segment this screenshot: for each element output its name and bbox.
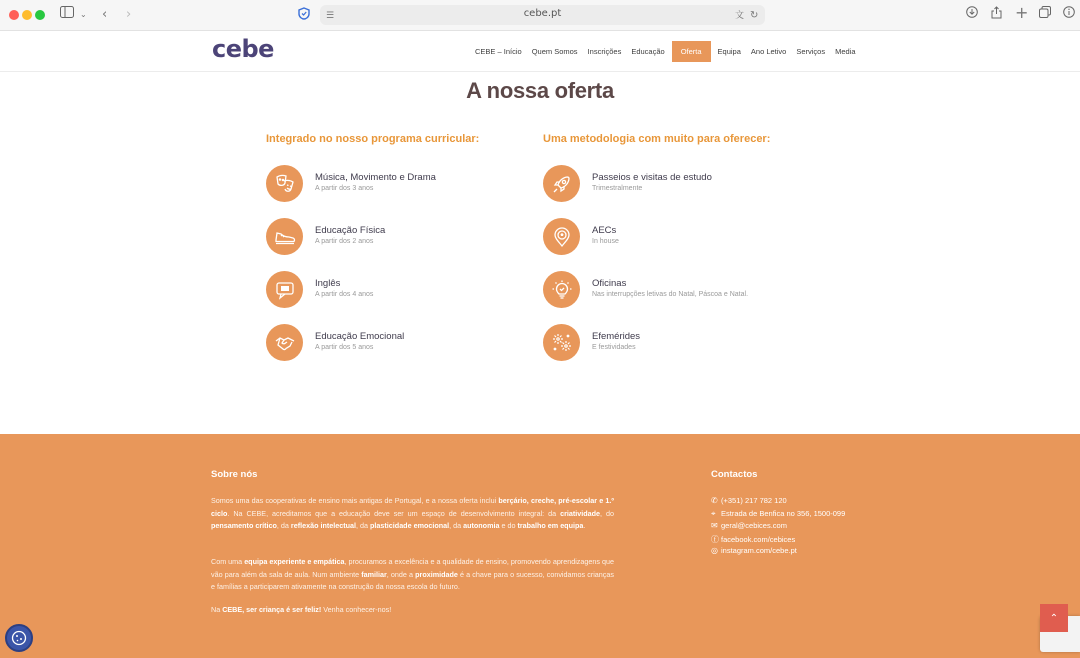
instagram-icon: ◎ bbox=[711, 546, 718, 555]
offer-title: Educação Emocional bbox=[315, 331, 405, 342]
offer-title: Inglês bbox=[315, 278, 341, 289]
offer-subtitle: A partir dos 5 anos bbox=[315, 344, 374, 351]
contact-address[interactable]: ⌖ Estrada de Benfica no 356, 1500-099 bbox=[711, 508, 846, 518]
minimize-window-button[interactable] bbox=[22, 10, 32, 20]
phone-icon: ✆ bbox=[711, 496, 718, 505]
methodology-heading: Uma metodologia com muito para oferecer: bbox=[543, 133, 771, 145]
location-ball-icon bbox=[543, 218, 580, 255]
browser-toolbar bbox=[0, 0, 1080, 31]
nav-item-ano-letivo[interactable]: Ano Letivo bbox=[750, 47, 787, 56]
site-footer bbox=[0, 434, 1080, 658]
offer-item-educacao-fisica bbox=[266, 218, 516, 256]
offer-title: Educação Física bbox=[315, 225, 386, 236]
map-pin-icon: ⌖ bbox=[711, 508, 716, 518]
offer-subtitle: Trimestralmente bbox=[592, 185, 643, 192]
chat-bubble-icon bbox=[266, 271, 303, 308]
lightbulb-icon bbox=[543, 271, 580, 308]
scroll-to-top-button[interactable] bbox=[1040, 604, 1068, 632]
contact-instagram[interactable]: ◎ instagram.com/cebe.pt bbox=[711, 546, 797, 555]
nav-item-servicos[interactable]: Serviços bbox=[796, 47, 826, 56]
nav-item-inicio[interactable]: CEBE – Início bbox=[475, 47, 522, 56]
cookie-settings-button[interactable] bbox=[5, 624, 33, 652]
cookie-icon bbox=[11, 630, 27, 646]
info-icon[interactable] bbox=[1063, 6, 1075, 24]
about-paragraph-1: Somos uma das cooperativas de ensino mais antigas de Portugal, e a nossa oferta inclui berçário, creche, pré-escolar e 1.º ciclo. Na CEBE, acreditamos que a educação deve ser um espaço de desenvolvimento integral: da criatividade, do pensamento crítico, da reflexão intelectual, da plasticidade emocional, da autonomia e do trabalho em equipa. bbox=[211, 496, 614, 530]
nav-item-equipa[interactable]: Equipa bbox=[717, 47, 741, 56]
offer-subtitle: A partir dos 3 anos bbox=[315, 185, 374, 192]
rocket-icon bbox=[543, 165, 580, 202]
share-icon[interactable] bbox=[991, 6, 1002, 25]
nav-item-media[interactable]: Media bbox=[835, 47, 856, 56]
offer-item-passeios bbox=[543, 165, 793, 203]
main-nav bbox=[470, 41, 861, 62]
new-tab-icon[interactable]: + bbox=[1015, 3, 1029, 22]
handshake-icon bbox=[266, 324, 303, 361]
page-title: A nossa oferta bbox=[466, 78, 614, 103]
tabs-overview-icon[interactable] bbox=[1039, 6, 1051, 24]
offer-subtitle: Nas interrupções letivas do Natal, Páscoa e Natal. bbox=[592, 291, 749, 298]
curricular-heading: Integrado no nosso programa curricular: bbox=[266, 133, 480, 145]
contact-facebook[interactable]: ⓕ facebook.com/cebices bbox=[711, 534, 796, 544]
contacts-heading: Contactos bbox=[711, 469, 758, 480]
offer-item-aecs bbox=[543, 218, 793, 256]
nav-item-inscricoes[interactable]: Inscrições bbox=[587, 47, 622, 56]
about-paragraph-3: Na CEBE, ser criança é ser feliz! Venha conhecer-nos! bbox=[211, 605, 392, 614]
nav-item-quem-somos[interactable]: Quem Somos bbox=[531, 47, 578, 56]
sneaker-icon bbox=[266, 218, 303, 255]
privacy-shield-icon[interactable] bbox=[298, 7, 310, 26]
offer-item-ingles bbox=[266, 271, 516, 309]
about-heading: Sobre nós bbox=[211, 469, 258, 480]
site-header bbox=[0, 31, 1080, 72]
sidebar-toggle-icon[interactable] bbox=[60, 6, 74, 24]
fireworks-icon bbox=[543, 324, 580, 361]
forward-icon[interactable]: › bbox=[126, 7, 132, 22]
offer-item-efemerides bbox=[543, 324, 793, 362]
reload-icon[interactable]: ↻ bbox=[750, 10, 759, 21]
theater-masks-icon bbox=[266, 165, 303, 202]
translate-icon[interactable]: 文 bbox=[735, 11, 745, 21]
offer-subtitle: E festividades bbox=[592, 344, 636, 351]
zoom-window-button[interactable] bbox=[35, 10, 45, 20]
back-icon[interactable]: ‹ bbox=[102, 7, 108, 22]
close-window-button[interactable] bbox=[9, 10, 19, 20]
offer-subtitle: A partir dos 2 anos bbox=[315, 238, 374, 245]
offer-title: Música, Movimento e Drama bbox=[315, 172, 436, 183]
contact-phone[interactable]: ✆ (+351) 217 782 120 bbox=[711, 496, 787, 505]
offer-title: Oficinas bbox=[592, 278, 627, 289]
offer-subtitle: In house bbox=[592, 238, 619, 245]
offer-title: Efemérides bbox=[592, 331, 641, 342]
chevron-down-icon[interactable]: ⌄ bbox=[80, 10, 87, 19]
offer-item-musica bbox=[266, 165, 516, 203]
about-paragraph-2: Com uma equipa experiente e empática, procuramos a excelência e a qualidade de ensino, promovendo aprendizagens que vão para além da sala de aula. Num ambiente familiar, onde a proximidade é a chave para o sucesso, convidamos crianças e famílias a participarem ativamente na construção da nossa escola do futuro. bbox=[211, 557, 614, 591]
offer-item-oficinas bbox=[543, 271, 793, 309]
site-logo[interactable]: cebe bbox=[212, 35, 274, 63]
nav-item-educacao[interactable]: Educação bbox=[631, 47, 665, 56]
nav-item-oferta[interactable]: Oferta bbox=[672, 41, 711, 62]
chevron-up-icon: ⌃ bbox=[1049, 612, 1059, 624]
address-bar[interactable] bbox=[320, 5, 765, 25]
envelope-icon: ✉ bbox=[711, 521, 718, 530]
url-text: cebe.pt bbox=[523, 8, 562, 19]
offer-title: Passeios e visitas de estudo bbox=[592, 172, 712, 183]
contact-email[interactable]: ✉ geral@cebices.com bbox=[711, 521, 787, 530]
facebook-icon: ⓕ bbox=[711, 534, 719, 544]
download-icon[interactable] bbox=[966, 6, 978, 24]
offer-item-educacao-emocional bbox=[266, 324, 516, 362]
offer-subtitle: A partir dos 4 anos bbox=[315, 291, 374, 298]
offer-title: AECs bbox=[592, 225, 617, 236]
page-menu-icon[interactable]: ☰ bbox=[326, 11, 335, 21]
